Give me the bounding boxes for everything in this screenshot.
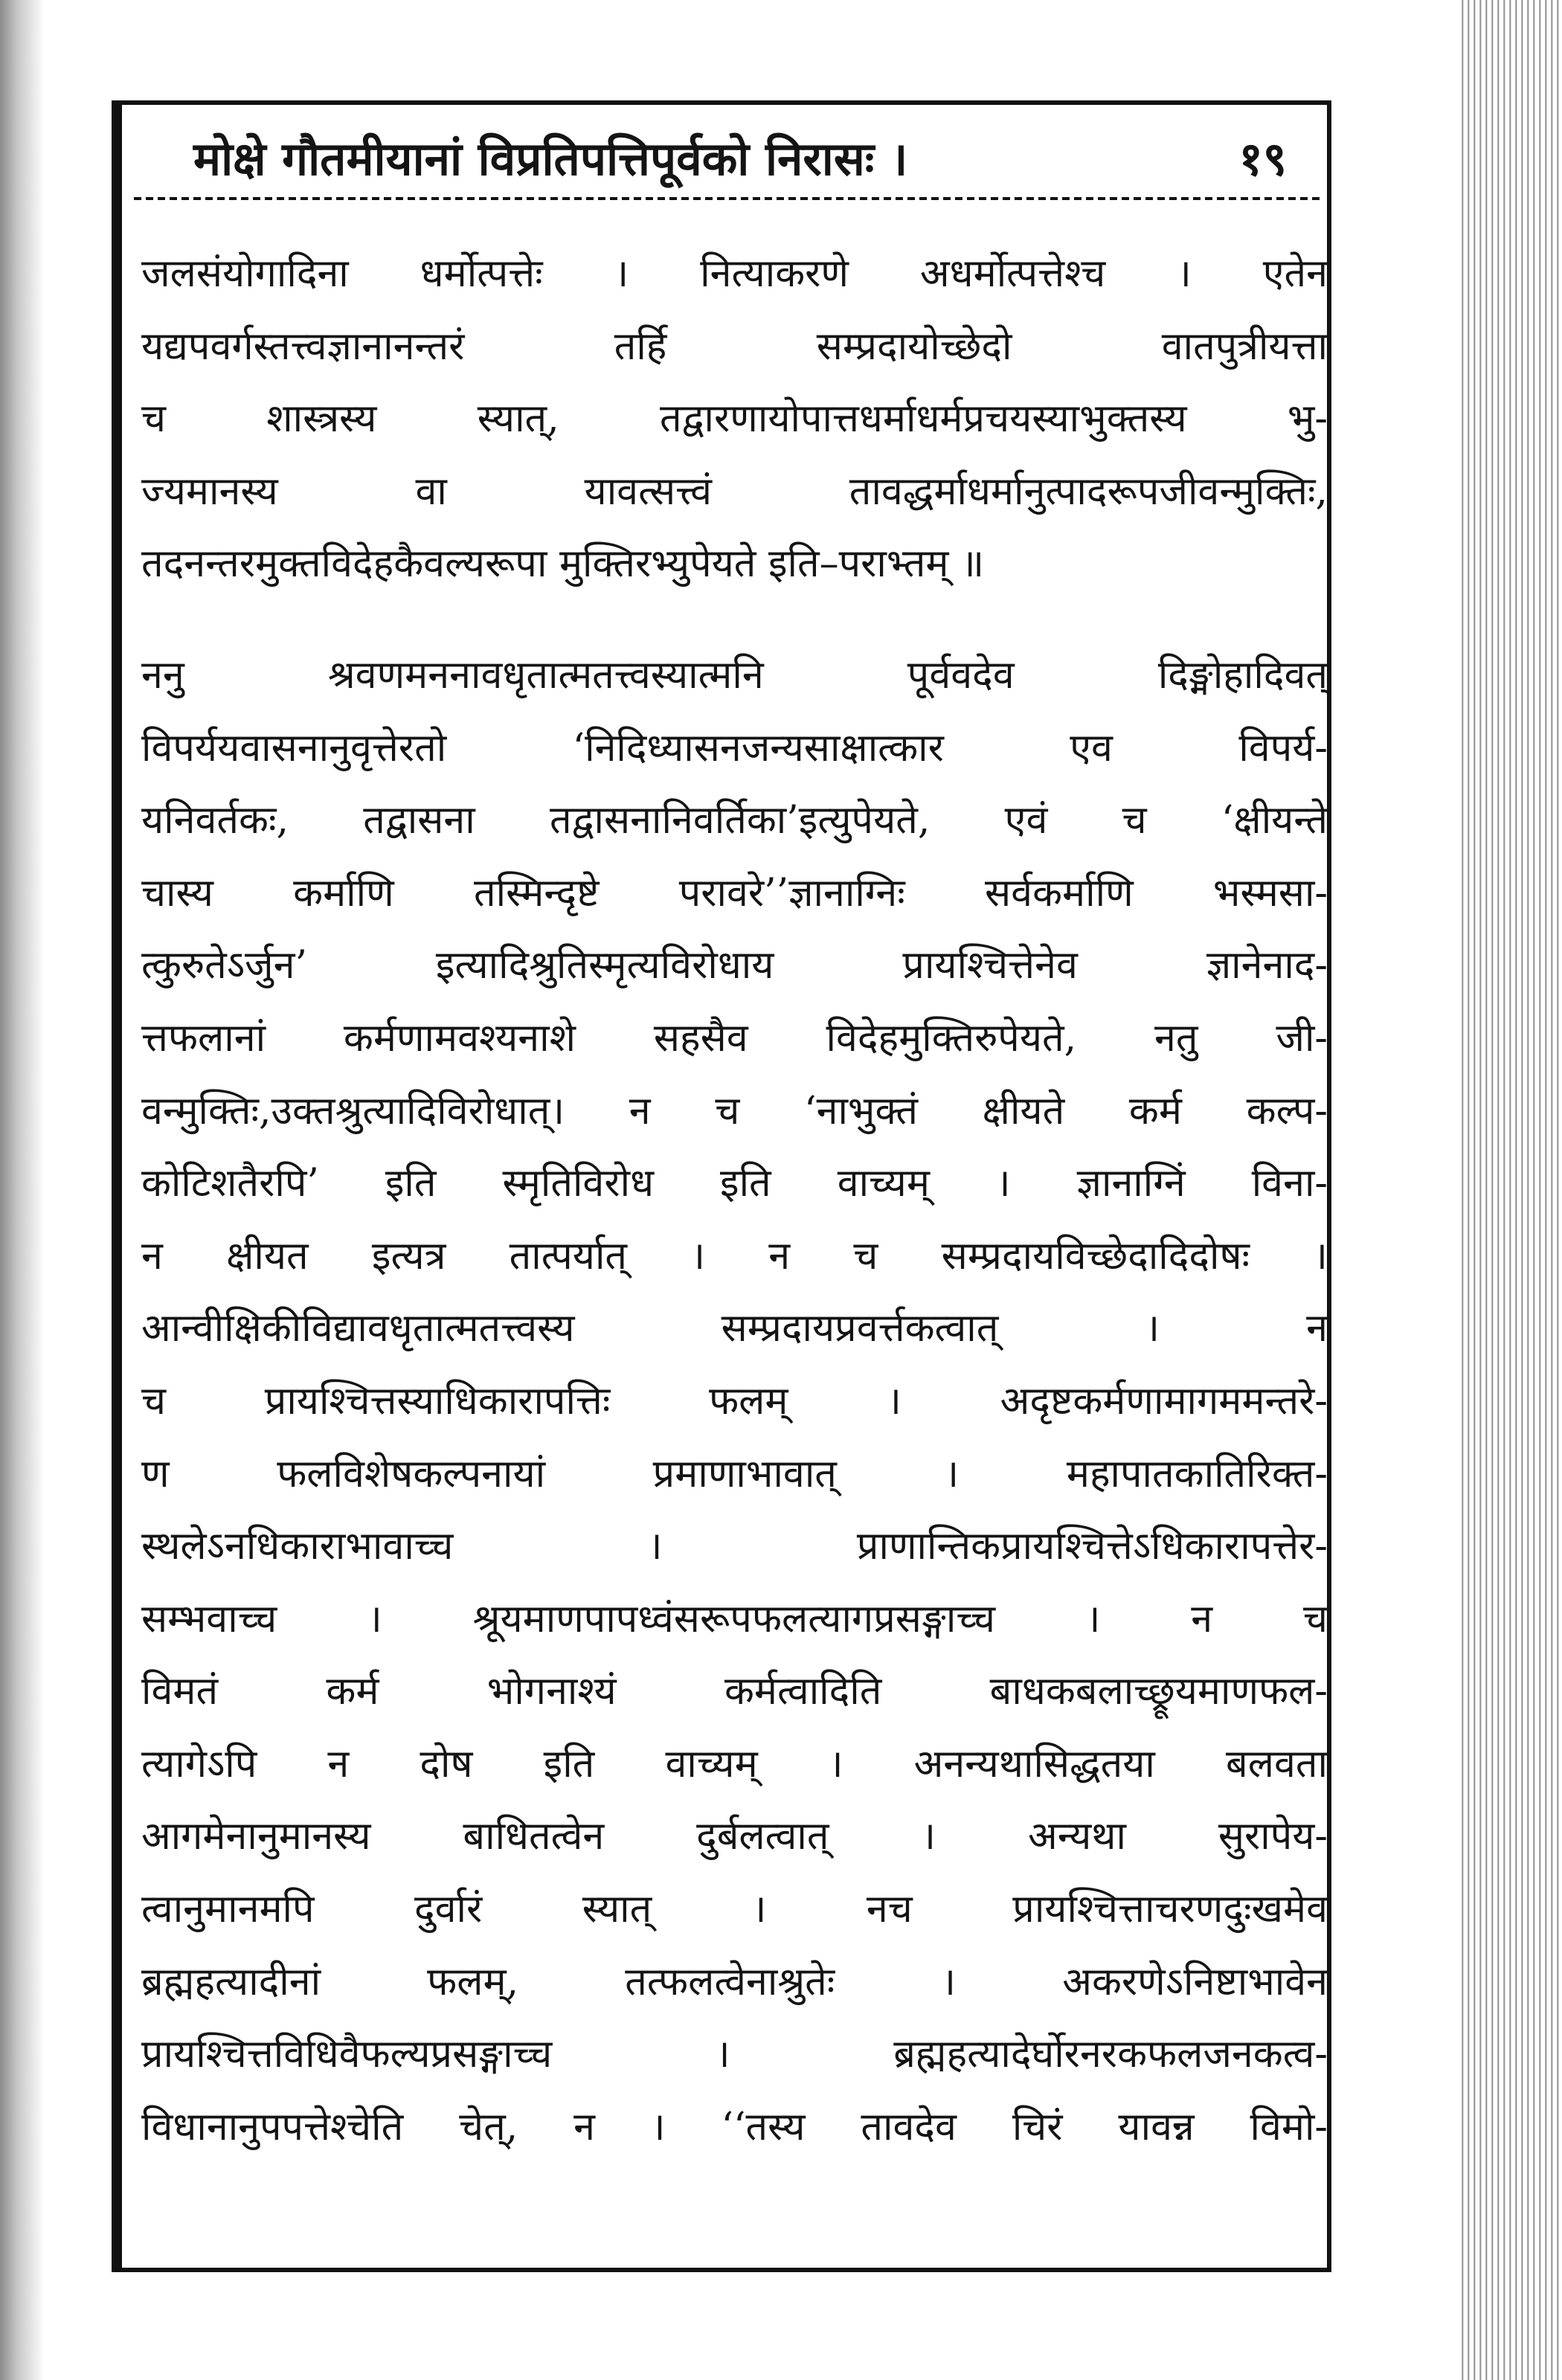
text-line: त्तफलानां कर्मणामवश्यनाशे सहसैव विदेहमुक्तिरुपेयते, नतु जी- — [141, 1015, 1328, 1061]
text-line: विमतं कर्म भोगनाश्यं कर्मत्वादिति बाधकबलाच्छ्रूयमाणफल- — [141, 1669, 1328, 1714]
page-edge-stack — [1458, 0, 1562, 2380]
text-line: ण फलविशेषकल्पनायां प्रमाणाभावात् । महापातकातिरिक्त- — [141, 1451, 1328, 1496]
text-line: ज्यमानस्य वा यावत्सत्त्वं तावद्धर्माधर्मानुत्पादरूपजीवन्मुक्तिः, — [141, 469, 1328, 514]
text-line: विधानानुपपत्तेश्चेति चेत्, न । ‘‘तस्य तावदेव चिरं यावन्न विमो- — [141, 2104, 1328, 2149]
text-line: तदनन्तरमुक्तविदेहकैवल्यरूपा मुक्तिरभ्युपेयते इति–पराभ्तम् ॥ — [141, 541, 985, 587]
text-line: न क्षीयत इत्यत्र तात्पर्यात् । न च सम्प्रदायविच्छेदादिदोषः । — [141, 1233, 1328, 1279]
text-line: यद्यपवर्गस्तत्त्वज्ञानानन्तरं तर्हि सम्प्रदायोच्छेदो वातपुत्रीयत्ता — [141, 324, 1328, 369]
binding-shadow — [0, 0, 45, 2380]
text-line: च शास्त्रस्य स्यात्, तद्वारणायोपात्तधर्माधर्मप्रचयस्याभुक्तस्य भु- — [141, 396, 1328, 442]
text-line: ननु श्रवणमननावधृतात्मतत्त्वस्यात्मनि पूर्ववदेव दिङ्मोहादिवत् — [141, 652, 1328, 698]
text-line: जलसंयोगादिना धर्मोत्पत्तेः । नित्याकरणे अधर्मोत्पत्तेश्च । एतेन — [141, 251, 1328, 296]
frame-left-rule — [112, 100, 122, 2272]
text-line: ब्रह्महत्यादीनां फलम्, तत्फलत्वेनाश्रुतेः । अकरणेऽनिष्टाभावेन — [141, 1959, 1328, 2004]
page-number: १९ — [1238, 132, 1287, 186]
body-text — [141, 238, 1328, 2164]
text-line: त्वानुमानमपि दुर्वारं स्यात् । नच प्रायश्चित्ताचरणदुःखमेव — [141, 1887, 1328, 1932]
text-line: प्रायश्चित्तविधिवैफल्यप्रसङ्गाच्च । ब्रह्महत्यादेर्घोरनरकफलजनकत्व- — [141, 2032, 1328, 2077]
running-title: मोक्षे गौतमीयानां विप्रतिपत्तिपूर्वको निरासः । — [193, 132, 908, 186]
text-line: वन्मुक्तिः,उक्तश्रुत्यादिविरोधात्। न च ‘नाभुक्तं क्षीयते कर्म कल्प- — [141, 1088, 1328, 1133]
paragraph-gap — [141, 601, 1328, 640]
text-line: त्कुरुतेऽर्जुन’ इत्यादिश्रुतिस्मृत्यविरोधाय प्रायश्चित्तेनेव ज्ञानेनाद- — [141, 943, 1328, 988]
text-line: यनिवर्तकः, तद्वासना तद्वासनानिवर्तिका’इत्युपेयते, एवं च ‘क्षीयन्ते — [141, 798, 1328, 843]
text-line: त्यागेऽपि न दोष इति वाच्यम् । अनन्यथासिद्धतया बलवता — [141, 1741, 1328, 1786]
text-line: चास्य कर्माणि तस्मिन्दृष्टे परावरे’’ज्ञानाग्निः सर्वकर्माणि भस्मसा- — [141, 870, 1328, 916]
paragraph-2 — [141, 640, 1328, 2164]
running-header — [171, 126, 1331, 201]
text-line: आगमेनानुमानस्य बाधितत्वेन दुर्बलत्वात् । अन्यथा सुरापेय- — [141, 1814, 1328, 1859]
text-line: कोटिशतैरपि’ इति स्मृतिविरोध इति वाच्यम् । ज्ञानाग्निं विना- — [141, 1161, 1328, 1206]
paragraph-1 — [141, 238, 1328, 601]
text-line: आन्वीक्षिकीविद्यावधृतात्मतत्त्वस्य सम्प्रदायप्रवर्त्तकत्वात् । न — [141, 1306, 1328, 1351]
text-line: सम्भवाच्च । श्रूयमाणपापध्वंसरूपफलत्यागप्रसङ्गाच्च । न च — [141, 1596, 1328, 1641]
text-line: स्थलेऽनधिकाराभावाच्च । प्राणान्तिकप्रायश्चित्तेऽधिकारापत्तेर- — [141, 1524, 1328, 1569]
text-line: च प्रायश्चित्तस्याधिकारापत्तिः फलम् । अदृष्टकर्मणामागममन्तरे- — [141, 1378, 1328, 1424]
text-line: विपर्ययवासनानुवृत्तेरतो ‘निदिध्यासनजन्यसाक्षात्कार एव विपर्य- — [141, 725, 1328, 771]
